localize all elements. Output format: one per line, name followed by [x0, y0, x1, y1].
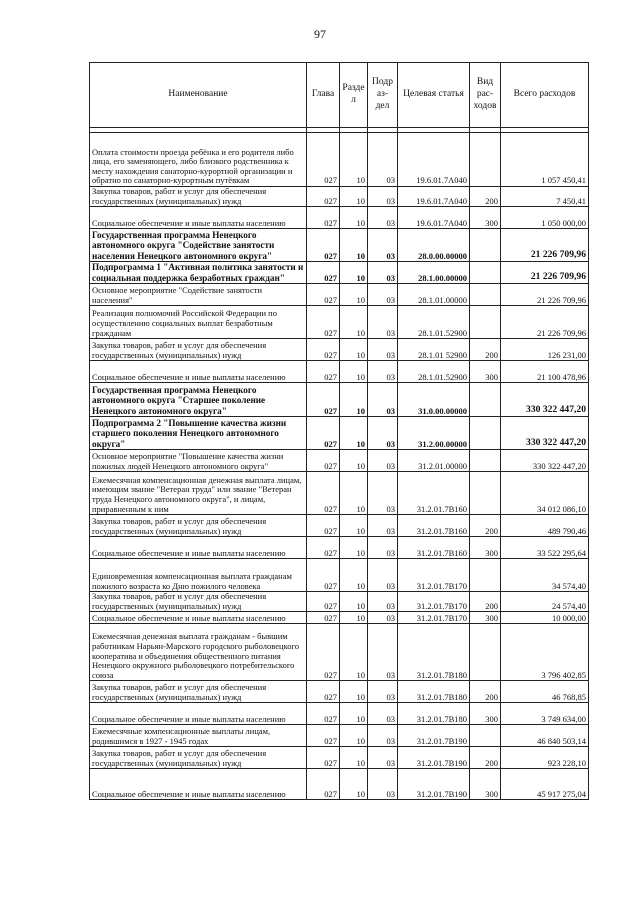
row-chapter-cell: 027	[307, 725, 340, 747]
header-expense-type: Вид рас- ходов	[470, 63, 501, 128]
row-subsection-cell: 03	[368, 284, 398, 306]
row-section-cell: 10	[340, 306, 368, 339]
table-row	[90, 450, 589, 472]
row-name-cell: Реализация полномочий Российской Федерации по осуществлению социальных выплат безработным гражданам	[90, 306, 307, 339]
row-target-cell: 31.2.01.7В180	[398, 681, 470, 703]
table-row	[90, 361, 589, 383]
row-chapter-cell: 027	[307, 207, 340, 229]
row-target-cell: 31.2.01.00000	[398, 450, 470, 472]
header-section: Разде л	[340, 63, 368, 128]
row-subsection-cell: 03	[368, 769, 398, 800]
row-name-cell: Закупка товаров, работ и услуг для обеспечения государственных (муниципальных) нужд	[90, 515, 307, 537]
row-total-cell: 21 100 478,96	[501, 361, 589, 383]
row-target-cell: 28.1.01.52900	[398, 306, 470, 339]
row-chapter-cell: 027	[307, 559, 340, 592]
row-name-cell: Государственная программа Ненецкого автономного округа "Содействие занятости населения Ненецкого автономного округа"	[90, 229, 307, 262]
row-name-cell: Социальное обеспечение и иные выплаты населению	[90, 361, 307, 383]
row-subsection-cell: 03	[368, 450, 398, 472]
row-section-cell: 10	[340, 229, 368, 262]
row-name-cell: Подпрограмма 1 "Активная политика занятости и социальная поддержка безработных граждан"	[90, 262, 307, 284]
row-target-cell: 31.2.01.7В180	[398, 624, 470, 681]
row-target-cell: 28.1.01 52900	[398, 339, 470, 361]
row-subsection-cell: 03	[368, 612, 398, 624]
row-total-cell: 330 322 447,20	[501, 383, 589, 417]
table-row	[90, 515, 589, 537]
row-total-cell: 21 226 709,96	[501, 284, 589, 306]
row-chapter-cell: 027	[307, 592, 340, 612]
row-target-cell: 28.1.00.00000	[398, 262, 470, 284]
row-expense-type-cell: 300	[470, 769, 501, 800]
row-subsection-cell: 03	[368, 703, 398, 725]
row-chapter-cell: 027	[307, 133, 340, 187]
row-section-cell: 10	[340, 133, 368, 187]
row-name-cell: Государственная программа Ненецкого автономного округа "Старшее поколение Ненецкого автономного округа"	[90, 383, 307, 417]
row-target-cell: 31.2.01.7В190	[398, 747, 470, 769]
row-target-cell: 28.1.01.52900	[398, 361, 470, 383]
row-target-cell: 19.6.01.7А040	[398, 187, 470, 207]
row-expense-type-cell: 300	[470, 703, 501, 725]
row-expense-type-cell: 200	[470, 187, 501, 207]
row-target-cell: 31.2.01.7В170	[398, 592, 470, 612]
table-row	[90, 339, 589, 361]
row-section-cell: 10	[340, 681, 368, 703]
row-total-cell: 21 226 709,96	[501, 306, 589, 339]
row-total-cell: 1 050 000,00	[501, 207, 589, 229]
row-total-cell: 24 574,40	[501, 592, 589, 612]
row-name-cell: Социальное обеспечение и иные выплаты населению	[90, 537, 307, 559]
row-expense-type-cell: 300	[470, 537, 501, 559]
row-section-cell: 10	[340, 703, 368, 725]
row-expense-type-cell	[470, 133, 501, 187]
table-row	[90, 703, 589, 725]
row-target-cell: 28.1.01.00000	[398, 284, 470, 306]
row-target-cell: 31.2.01.7В180	[398, 703, 470, 725]
header-subsection: Подр аз- дел	[368, 63, 398, 128]
row-target-cell: 31.0.00.00000	[398, 383, 470, 417]
row-name-cell: Оплата стоимости проезда ребёнка и его родителя либо лица, его заменяющего, либо близкого родственника к месту нахождения санаторно-курортной организации и обратно по санаторно-курортным путёвкам	[90, 133, 307, 187]
row-name-cell: Ежемесячные компенсационные выплаты лицам, родившимся в 1927 - 1945 годах	[90, 725, 307, 747]
row-subsection-cell: 03	[368, 229, 398, 262]
row-expense-type-cell	[470, 306, 501, 339]
row-expense-type-cell: 300	[470, 361, 501, 383]
row-subsection-cell: 03	[368, 725, 398, 747]
row-section-cell: 10	[340, 339, 368, 361]
row-name-cell: Ежемесячная компенсационная денежная выплата лицам, имеющим звание "Ветеран труда" или звание "Ветеран труда Ненецкого автономного округа", и лицам, приравненным к ним	[90, 472, 307, 515]
row-section-cell: 10	[340, 187, 368, 207]
row-chapter-cell: 027	[307, 769, 340, 800]
row-total-cell: 3 749 634,00	[501, 703, 589, 725]
row-name-cell: Закупка товаров, работ и услуг для обеспечения государственных (муниципальных) нужд	[90, 681, 307, 703]
row-subsection-cell: 03	[368, 681, 398, 703]
row-total-cell: 10 000,00	[501, 612, 589, 624]
row-section-cell: 10	[340, 612, 368, 624]
row-target-cell: 31.2.01.7В170	[398, 612, 470, 624]
row-chapter-cell: 027	[307, 306, 340, 339]
row-section-cell: 10	[340, 450, 368, 472]
row-name-cell: Закупка товаров, работ и услуг для обеспечения государственных (муниципальных) нужд	[90, 592, 307, 612]
row-expense-type-cell	[470, 284, 501, 306]
row-target-cell: 31.2.01.7В170	[398, 559, 470, 592]
table-row	[90, 612, 589, 624]
row-total-cell: 21 226 709,96	[501, 229, 589, 262]
row-chapter-cell: 027	[307, 339, 340, 361]
row-subsection-cell: 03	[368, 747, 398, 769]
row-name-cell: Единовременная компенсационная выплата гражданам пожилого возраста ко Дню пожилого человека	[90, 559, 307, 592]
row-expense-type-cell	[470, 450, 501, 472]
table-row	[90, 592, 589, 612]
row-target-cell: 19.6.01.7А040	[398, 133, 470, 187]
row-total-cell: 34 012 086,10	[501, 472, 589, 515]
row-total-cell: 33 522 295,64	[501, 537, 589, 559]
row-total-cell: 330 322 447,20	[501, 417, 589, 450]
row-section-cell: 10	[340, 559, 368, 592]
budget-table	[89, 62, 589, 800]
page-number: 97	[314, 27, 326, 41]
row-target-cell: 31.2.01.7В190	[398, 769, 470, 800]
row-name-cell: Социальное обеспечение и иные выплаты населению	[90, 612, 307, 624]
row-name-cell: Социальное обеспечение и иные выплаты населению	[90, 769, 307, 800]
row-total-cell: 126 231,00	[501, 339, 589, 361]
table-row	[90, 383, 589, 417]
row-total-cell: 34 574,40	[501, 559, 589, 592]
row-subsection-cell: 03	[368, 187, 398, 207]
row-chapter-cell: 027	[307, 361, 340, 383]
row-target-cell: 19.6.01.7А040	[398, 207, 470, 229]
row-total-cell: 46 840 503,14	[501, 725, 589, 747]
row-total-cell: 21 226 709,96	[501, 262, 589, 284]
row-name-cell: Социальное обеспечение и иные выплаты населению	[90, 703, 307, 725]
table-row	[90, 187, 589, 207]
row-chapter-cell: 027	[307, 262, 340, 284]
row-section-cell: 10	[340, 417, 368, 450]
row-chapter-cell: 027	[307, 747, 340, 769]
table-header-row	[90, 63, 589, 128]
row-subsection-cell: 03	[368, 624, 398, 681]
row-chapter-cell: 027	[307, 229, 340, 262]
row-expense-type-cell: 200	[470, 592, 501, 612]
row-section-cell: 10	[340, 769, 368, 800]
row-chapter-cell: 027	[307, 450, 340, 472]
row-subsection-cell: 03	[368, 417, 398, 450]
row-name-cell: Закупка товаров, работ и услуг для обеспечения государственных (муниципальных) нужд	[90, 747, 307, 769]
row-subsection-cell: 03	[368, 207, 398, 229]
row-name-cell: Основное мероприятие "Содействие занятости населения"	[90, 284, 307, 306]
row-subsection-cell: 03	[368, 559, 398, 592]
row-expense-type-cell	[470, 472, 501, 515]
row-expense-type-cell	[470, 725, 501, 747]
row-chapter-cell: 027	[307, 612, 340, 624]
header-total: Всего расходов	[501, 63, 589, 128]
row-section-cell: 10	[340, 624, 368, 681]
row-total-cell: 1 057 450,41	[501, 133, 589, 187]
row-section-cell: 10	[340, 207, 368, 229]
row-section-cell: 10	[340, 383, 368, 417]
row-name-cell: Основное мероприятие "Повышение качества жизни пожилых людей Ненецкого автономного округа"	[90, 450, 307, 472]
row-chapter-cell: 027	[307, 703, 340, 725]
row-subsection-cell: 03	[368, 306, 398, 339]
row-expense-type-cell: 200	[470, 747, 501, 769]
row-name-cell: Подпрограмма 2 "Повышение качества жизни старшего поколения Ненецкого автономного округа"	[90, 417, 307, 450]
row-total-cell: 489 790,46	[501, 515, 589, 537]
row-expense-type-cell	[470, 262, 501, 284]
row-section-cell: 10	[340, 515, 368, 537]
table-row	[90, 537, 589, 559]
row-expense-type-cell: 200	[470, 339, 501, 361]
table-row	[90, 472, 589, 515]
row-section-cell: 10	[340, 537, 368, 559]
row-section-cell: 10	[340, 747, 368, 769]
row-expense-type-cell	[470, 229, 501, 262]
table-row	[90, 769, 589, 800]
row-subsection-cell: 03	[368, 537, 398, 559]
table-row	[90, 725, 589, 747]
row-subsection-cell: 03	[368, 339, 398, 361]
row-subsection-cell: 03	[368, 262, 398, 284]
row-chapter-cell: 027	[307, 515, 340, 537]
row-target-cell: 31.2.01.7В190	[398, 725, 470, 747]
row-subsection-cell: 03	[368, 361, 398, 383]
row-total-cell: 46 768,85	[501, 681, 589, 703]
row-section-cell: 10	[340, 472, 368, 515]
row-subsection-cell: 03	[368, 515, 398, 537]
row-expense-type-cell: 300	[470, 612, 501, 624]
table-row	[90, 681, 589, 703]
row-chapter-cell: 027	[307, 537, 340, 559]
row-chapter-cell: 027	[307, 417, 340, 450]
row-expense-type-cell	[470, 624, 501, 681]
table-row	[90, 559, 589, 592]
row-total-cell: 3 796 402,85	[501, 624, 589, 681]
row-chapter-cell: 027	[307, 284, 340, 306]
row-chapter-cell: 027	[307, 383, 340, 417]
table-row	[90, 306, 589, 339]
table-row	[90, 133, 589, 187]
row-subsection-cell: 03	[368, 472, 398, 515]
row-subsection-cell: 03	[368, 133, 398, 187]
table-row	[90, 229, 589, 262]
row-expense-type-cell: 200	[470, 515, 501, 537]
row-target-cell: 31.2.01.7В160	[398, 515, 470, 537]
row-chapter-cell: 027	[307, 187, 340, 207]
table-row	[90, 207, 589, 229]
row-name-cell: Ежемесячная денежная выплата гражданам - бывшим работникам Нарьян-Марского городского рыболовецкого кооператива и объединения общественного питания Ненецкого окружного рыболовецкого потребительского союза	[90, 624, 307, 681]
table-row	[90, 624, 589, 681]
row-expense-type-cell: 200	[470, 681, 501, 703]
row-chapter-cell: 027	[307, 472, 340, 515]
header-name: Наименование	[90, 63, 307, 128]
table-row	[90, 417, 589, 450]
header-target: Целевая статья	[398, 63, 470, 128]
row-section-cell: 10	[340, 361, 368, 383]
row-expense-type-cell	[470, 559, 501, 592]
row-section-cell: 10	[340, 592, 368, 612]
row-chapter-cell: 027	[307, 624, 340, 681]
row-expense-type-cell: 300	[470, 207, 501, 229]
row-name-cell: Закупка товаров, работ и услуг для обеспечения государственных (муниципальных) нужд	[90, 187, 307, 207]
row-subsection-cell: 03	[368, 592, 398, 612]
row-target-cell: 28.0.00.00000	[398, 229, 470, 262]
table-row	[90, 284, 589, 306]
row-name-cell: Социальное обеспечение и иные выплаты населению	[90, 207, 307, 229]
row-total-cell: 923 228,10	[501, 747, 589, 769]
row-name-cell: Закупка товаров, работ и услуг для обеспечения государственных (муниципальных) нужд	[90, 339, 307, 361]
row-chapter-cell: 027	[307, 681, 340, 703]
row-total-cell: 7 450,41	[501, 187, 589, 207]
table-row	[90, 747, 589, 769]
row-target-cell: 31.2.00.00000	[398, 417, 470, 450]
row-expense-type-cell	[470, 383, 501, 417]
row-section-cell: 10	[340, 284, 368, 306]
row-total-cell: 330 322 447,20	[501, 450, 589, 472]
header-chapter: Глава	[307, 63, 340, 128]
row-subsection-cell: 03	[368, 383, 398, 417]
row-total-cell: 45 917 275,04	[501, 769, 589, 800]
row-target-cell: 31.2.01.7В160	[398, 472, 470, 515]
row-expense-type-cell	[470, 417, 501, 450]
row-section-cell: 10	[340, 725, 368, 747]
table-row	[90, 262, 589, 284]
row-target-cell: 31.2.01.7В160	[398, 537, 470, 559]
row-section-cell: 10	[340, 262, 368, 284]
